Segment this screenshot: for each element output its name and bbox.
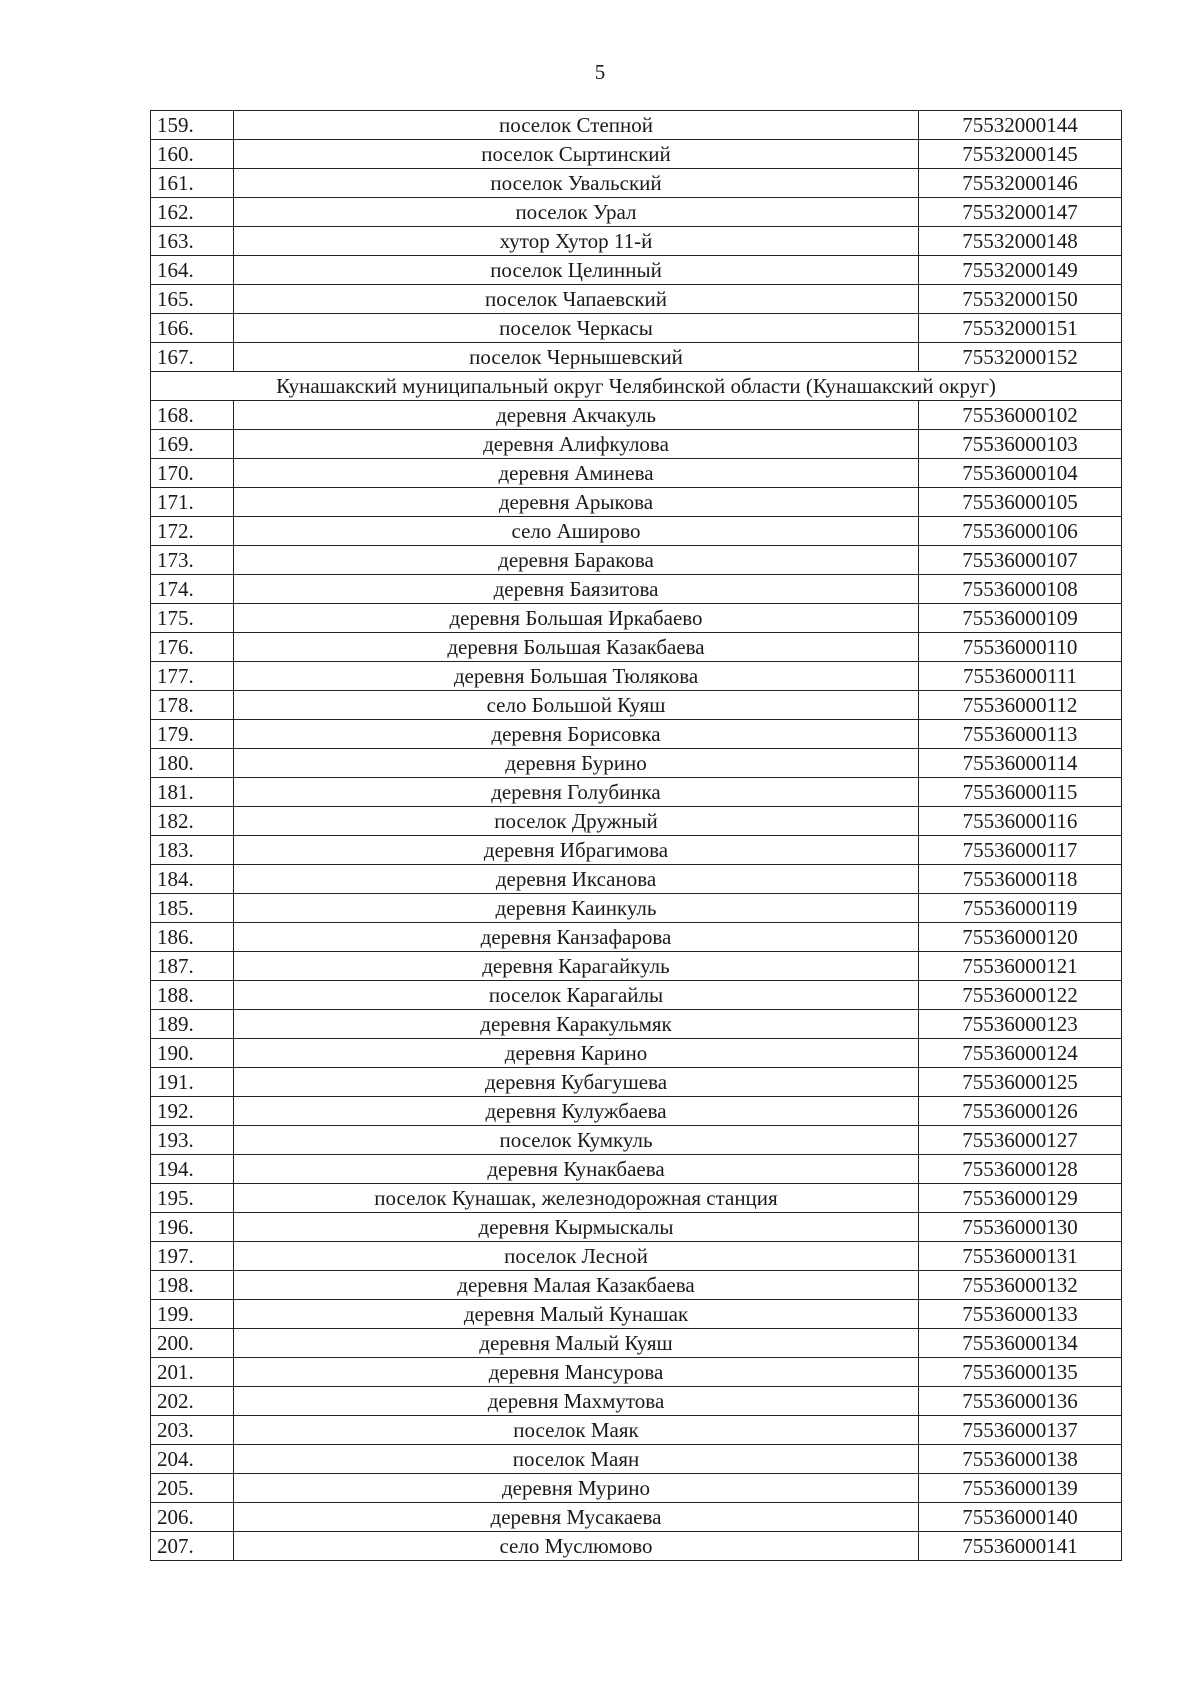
table-row [151, 256, 1122, 285]
settlement-code: 75536000119 [919, 894, 1122, 923]
row-number: 186. [151, 923, 234, 952]
row-number: 181. [151, 778, 234, 807]
table-row [151, 691, 1122, 720]
settlement-name: деревня Бурино [234, 749, 919, 778]
row-number: 206. [151, 1503, 234, 1532]
row-number: 190. [151, 1039, 234, 1068]
settlement-code: 75536000108 [919, 575, 1122, 604]
row-number: 205. [151, 1474, 234, 1503]
table-row [151, 1126, 1122, 1155]
table-row [151, 1155, 1122, 1184]
settlement-code: 75536000104 [919, 459, 1122, 488]
settlement-code: 75536000133 [919, 1300, 1122, 1329]
table-row [151, 778, 1122, 807]
section-header-row [151, 372, 1122, 401]
row-number: 201. [151, 1358, 234, 1387]
settlement-name: деревня Большая Казакбаева [234, 633, 919, 662]
settlement-name: поселок Лесной [234, 1242, 919, 1271]
settlement-name: деревня Аминева [234, 459, 919, 488]
settlement-name: поселок Чернышевский [234, 343, 919, 372]
settlement-name: деревня Алифкулова [234, 430, 919, 459]
settlement-code: 75536000103 [919, 430, 1122, 459]
table-row [151, 459, 1122, 488]
row-number: 168. [151, 401, 234, 430]
section-title: Кунашакский муниципальный округ Челябинской области (Кунашакский округ) [151, 372, 1122, 401]
settlement-name: деревня Арыкова [234, 488, 919, 517]
settlement-name: поселок Кумкуль [234, 1126, 919, 1155]
settlement-code: 75536000140 [919, 1503, 1122, 1532]
settlement-name: деревня Малая Казакбаева [234, 1271, 919, 1300]
table-row [151, 343, 1122, 372]
settlement-name: деревня Большая Тюлякова [234, 662, 919, 691]
table-section-a [151, 111, 1122, 372]
row-number: 178. [151, 691, 234, 720]
settlement-name: деревня Большая Иркабаево [234, 604, 919, 633]
table-row [151, 807, 1122, 836]
row-number: 174. [151, 575, 234, 604]
table-row [151, 488, 1122, 517]
table-row [151, 430, 1122, 459]
settlement-name: деревня Баязитова [234, 575, 919, 604]
row-number: 162. [151, 198, 234, 227]
settlement-name: деревня Кулужбаева [234, 1097, 919, 1126]
settlement-code: 75532000148 [919, 227, 1122, 256]
settlement-code: 75536000126 [919, 1097, 1122, 1126]
settlement-code: 75536000114 [919, 749, 1122, 778]
settlement-code: 75532000147 [919, 198, 1122, 227]
settlement-code: 75536000118 [919, 865, 1122, 894]
row-number: 192. [151, 1097, 234, 1126]
settlement-name: деревня Кунакбаева [234, 1155, 919, 1184]
table-row [151, 1416, 1122, 1445]
table-row [151, 952, 1122, 981]
settlement-name: поселок Маян [234, 1445, 919, 1474]
table-row [151, 1097, 1122, 1126]
settlement-name: деревня Кубагушева [234, 1068, 919, 1097]
settlement-code: 75536000124 [919, 1039, 1122, 1068]
row-number: 189. [151, 1010, 234, 1039]
settlement-name: деревня Махмутова [234, 1387, 919, 1416]
settlement-code: 75536000136 [919, 1387, 1122, 1416]
settlement-name: деревня Каракульмяк [234, 1010, 919, 1039]
row-number: 203. [151, 1416, 234, 1445]
settlement-code: 75536000111 [919, 662, 1122, 691]
row-number: 171. [151, 488, 234, 517]
table-row [151, 285, 1122, 314]
row-number: 204. [151, 1445, 234, 1474]
table-row [151, 575, 1122, 604]
row-number: 183. [151, 836, 234, 865]
settlement-code: 75532000150 [919, 285, 1122, 314]
row-number: 165. [151, 285, 234, 314]
table-row [151, 1039, 1122, 1068]
settlement-name: деревня Мусакаева [234, 1503, 919, 1532]
table-row [151, 169, 1122, 198]
row-number: 161. [151, 169, 234, 198]
table-row [151, 1474, 1122, 1503]
table-row [151, 1358, 1122, 1387]
row-number: 164. [151, 256, 234, 285]
settlement-code: 75536000123 [919, 1010, 1122, 1039]
table-row [151, 894, 1122, 923]
table-row [151, 1503, 1122, 1532]
settlement-name: деревня Иксанова [234, 865, 919, 894]
settlement-code: 75536000121 [919, 952, 1122, 981]
settlement-code: 75536000110 [919, 633, 1122, 662]
row-number: 198. [151, 1271, 234, 1300]
table-section-b [151, 401, 1122, 1561]
settlement-name: деревня Малый Кунашак [234, 1300, 919, 1329]
settlement-name: деревня Карагайкуль [234, 952, 919, 981]
settlement-code: 75536000132 [919, 1271, 1122, 1300]
row-number: 202. [151, 1387, 234, 1416]
table-row [151, 1010, 1122, 1039]
settlement-name: деревня Малый Куяш [234, 1329, 919, 1358]
table-row [151, 1532, 1122, 1561]
settlements-table [150, 110, 1122, 1561]
settlement-code: 75536000130 [919, 1213, 1122, 1242]
settlement-name: деревня Мурино [234, 1474, 919, 1503]
settlement-name: поселок Дружный [234, 807, 919, 836]
row-number: 200. [151, 1329, 234, 1358]
settlement-code: 75536000137 [919, 1416, 1122, 1445]
row-number: 170. [151, 459, 234, 488]
table-row [151, 720, 1122, 749]
settlement-code: 75536000141 [919, 1532, 1122, 1561]
table-row [151, 227, 1122, 256]
settlement-code: 75536000129 [919, 1184, 1122, 1213]
settlement-name: село Большой Куяш [234, 691, 919, 720]
settlement-name: деревня Ибрагимова [234, 836, 919, 865]
table-row [151, 517, 1122, 546]
settlement-code: 75536000122 [919, 981, 1122, 1010]
settlement-code: 75536000115 [919, 778, 1122, 807]
settlement-code: 75536000128 [919, 1155, 1122, 1184]
settlement-name: село Аширово [234, 517, 919, 546]
table-row [151, 198, 1122, 227]
table-row [151, 1445, 1122, 1474]
row-number: 191. [151, 1068, 234, 1097]
settlement-code: 75536000102 [919, 401, 1122, 430]
row-number: 163. [151, 227, 234, 256]
row-number: 166. [151, 314, 234, 343]
settlement-code: 75536000113 [919, 720, 1122, 749]
settlement-code: 75532000149 [919, 256, 1122, 285]
table-row [151, 923, 1122, 952]
row-number: 160. [151, 140, 234, 169]
settlement-name: деревня Каинкуль [234, 894, 919, 923]
table-row [151, 633, 1122, 662]
row-number: 184. [151, 865, 234, 894]
settlement-name: поселок Целинный [234, 256, 919, 285]
row-number: 185. [151, 894, 234, 923]
settlement-code: 75532000144 [919, 111, 1122, 140]
table-row [151, 981, 1122, 1010]
row-number: 197. [151, 1242, 234, 1271]
table-section-header [151, 372, 1122, 401]
table-row [151, 1068, 1122, 1097]
settlement-name: поселок Увальский [234, 169, 919, 198]
settlement-name: поселок Чапаевский [234, 285, 919, 314]
row-number: 169. [151, 430, 234, 459]
settlement-code: 75536000116 [919, 807, 1122, 836]
settlement-name: поселок Сыртинский [234, 140, 919, 169]
settlement-name: поселок Черкасы [234, 314, 919, 343]
row-number: 173. [151, 546, 234, 575]
settlement-code: 75536000106 [919, 517, 1122, 546]
row-number: 176. [151, 633, 234, 662]
row-number: 159. [151, 111, 234, 140]
row-number: 167. [151, 343, 234, 372]
settlement-name: деревня Кырмыскалы [234, 1213, 919, 1242]
settlement-code: 75536000134 [919, 1329, 1122, 1358]
settlement-code: 75536000105 [919, 488, 1122, 517]
settlement-code: 75532000146 [919, 169, 1122, 198]
row-number: 177. [151, 662, 234, 691]
settlement-code: 75536000131 [919, 1242, 1122, 1271]
table-row [151, 1242, 1122, 1271]
settlement-code: 75532000151 [919, 314, 1122, 343]
settlement-name: хутор Хутор 11-й [234, 227, 919, 256]
table-row [151, 546, 1122, 575]
settlement-code: 75536000107 [919, 546, 1122, 575]
settlement-name: поселок Степной [234, 111, 919, 140]
settlement-code: 75536000109 [919, 604, 1122, 633]
table-row [151, 662, 1122, 691]
table-row [151, 604, 1122, 633]
settlement-code: 75532000145 [919, 140, 1122, 169]
table-row [151, 111, 1122, 140]
page-number: 5 [594, 60, 606, 84]
row-number: 187. [151, 952, 234, 981]
settlement-name: поселок Урал [234, 198, 919, 227]
settlement-name: деревня Карино [234, 1039, 919, 1068]
settlement-code: 75536000139 [919, 1474, 1122, 1503]
settlement-name: деревня Акчакуль [234, 401, 919, 430]
row-number: 193. [151, 1126, 234, 1155]
settlement-code: 75536000127 [919, 1126, 1122, 1155]
row-number: 179. [151, 720, 234, 749]
row-number: 194. [151, 1155, 234, 1184]
settlement-name: поселок Кунашак, железнодорожная станция [234, 1184, 919, 1213]
settlement-name: деревня Борисовка [234, 720, 919, 749]
settlement-code: 75536000125 [919, 1068, 1122, 1097]
settlement-name: деревня Голубинка [234, 778, 919, 807]
table-row [151, 1271, 1122, 1300]
row-number: 199. [151, 1300, 234, 1329]
settlement-code: 75536000120 [919, 923, 1122, 952]
row-number: 195. [151, 1184, 234, 1213]
settlement-code: 75532000152 [919, 343, 1122, 372]
table-row [151, 1387, 1122, 1416]
row-number: 172. [151, 517, 234, 546]
settlement-code: 75536000135 [919, 1358, 1122, 1387]
table-row [151, 401, 1122, 430]
table-row [151, 749, 1122, 778]
row-number: 175. [151, 604, 234, 633]
settlement-code: 75536000117 [919, 836, 1122, 865]
table-row [151, 1329, 1122, 1358]
table-row [151, 1213, 1122, 1242]
table-row [151, 865, 1122, 894]
settlement-name: поселок Маяк [234, 1416, 919, 1445]
row-number: 207. [151, 1532, 234, 1561]
settlement-name: деревня Канзафарова [234, 923, 919, 952]
row-number: 180. [151, 749, 234, 778]
settlement-name: деревня Баракова [234, 546, 919, 575]
row-number: 182. [151, 807, 234, 836]
settlement-name: деревня Мансурова [234, 1358, 919, 1387]
settlement-name: поселок Карагайлы [234, 981, 919, 1010]
row-number: 196. [151, 1213, 234, 1242]
settlement-name: село Муслюмово [234, 1532, 919, 1561]
table-row [151, 1300, 1122, 1329]
settlement-code: 75536000112 [919, 691, 1122, 720]
table-row [151, 140, 1122, 169]
settlement-code: 75536000138 [919, 1445, 1122, 1474]
row-number: 188. [151, 981, 234, 1010]
table-row [151, 836, 1122, 865]
table-row [151, 1184, 1122, 1213]
table-row [151, 314, 1122, 343]
